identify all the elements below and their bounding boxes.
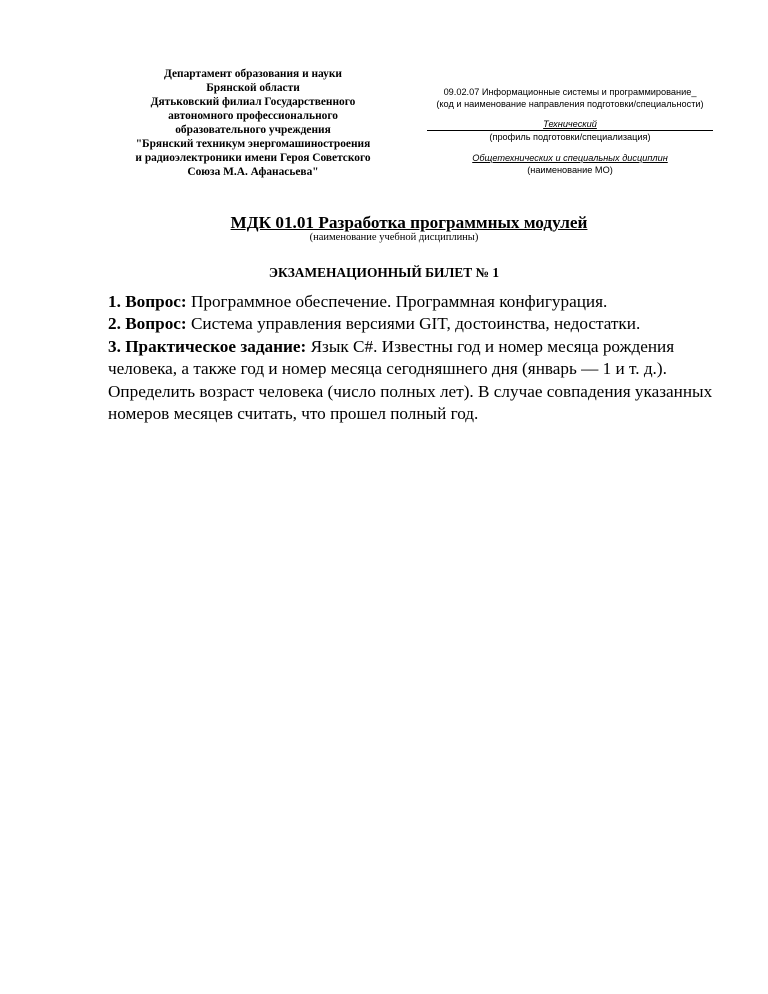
direction-value: 09.02.07 Информационные системы и программирование_: [443, 87, 697, 97]
question-3: [108, 336, 728, 426]
discipline-block: [0, 213, 768, 243]
questions-block: [108, 291, 728, 425]
question-1-label: 1. Вопрос:: [108, 292, 187, 311]
discipline-title: МДК 01.01 Разработка программных модулей: [230, 213, 588, 232]
ticket-title: ЭКЗАМЕНАЦИОННЫЙ БИЛЕТ № 1: [268, 265, 500, 280]
question-2: [108, 313, 728, 335]
org-line: образовательного учреждения: [175, 124, 331, 136]
question-2-label: 2. Вопрос:: [108, 314, 187, 334]
question-2-text: Система управления версиями GIT, достоинства, недостатки.: [186, 314, 641, 334]
profile-value: [427, 119, 713, 131]
question-3-text: Язык C#. Известны год и номер месяца рождения человека, а также год и номер месяца сегодняшнего дня (январь — 1 и т. д.). Определить возраст человека (число полных лет). В случае совпадения указанных номеров месяцев считать, что прошел полный год.: [108, 336, 713, 424]
mo-caption: (наименование МО): [527, 165, 613, 175]
direction-caption: (код и наименование направления подготовки/специальности): [436, 99, 704, 109]
org-line: "Брянский техникум энергомашиностроения: [135, 138, 371, 150]
question-1: [108, 291, 728, 313]
mo-value: Общетехнических и специальных дисциплин: [472, 153, 668, 163]
profile-value-text: Технический: [543, 119, 597, 129]
question-1-text: Программное обеспечение. Программная конфигурация.: [186, 292, 608, 311]
org-line: Департамент образования и науки: [164, 68, 342, 80]
org-line: Дятьковский филиал Государственного: [150, 96, 356, 108]
discipline-caption: (наименование учебной дисциплины): [309, 232, 479, 243]
org-line: автономного профессионального: [168, 110, 338, 122]
organization-block: [108, 67, 398, 179]
org-line: и радиоэлектроники имени Героя Советского: [135, 152, 371, 164]
meta-block: [420, 86, 720, 176]
org-line: Брянской области: [206, 82, 300, 94]
profile-caption: (профиль подготовки/специализация): [489, 132, 651, 142]
question-3-label: 3. Практическое задание:: [108, 336, 307, 356]
org-line: Союза М.А. Афанасьева": [187, 166, 319, 178]
